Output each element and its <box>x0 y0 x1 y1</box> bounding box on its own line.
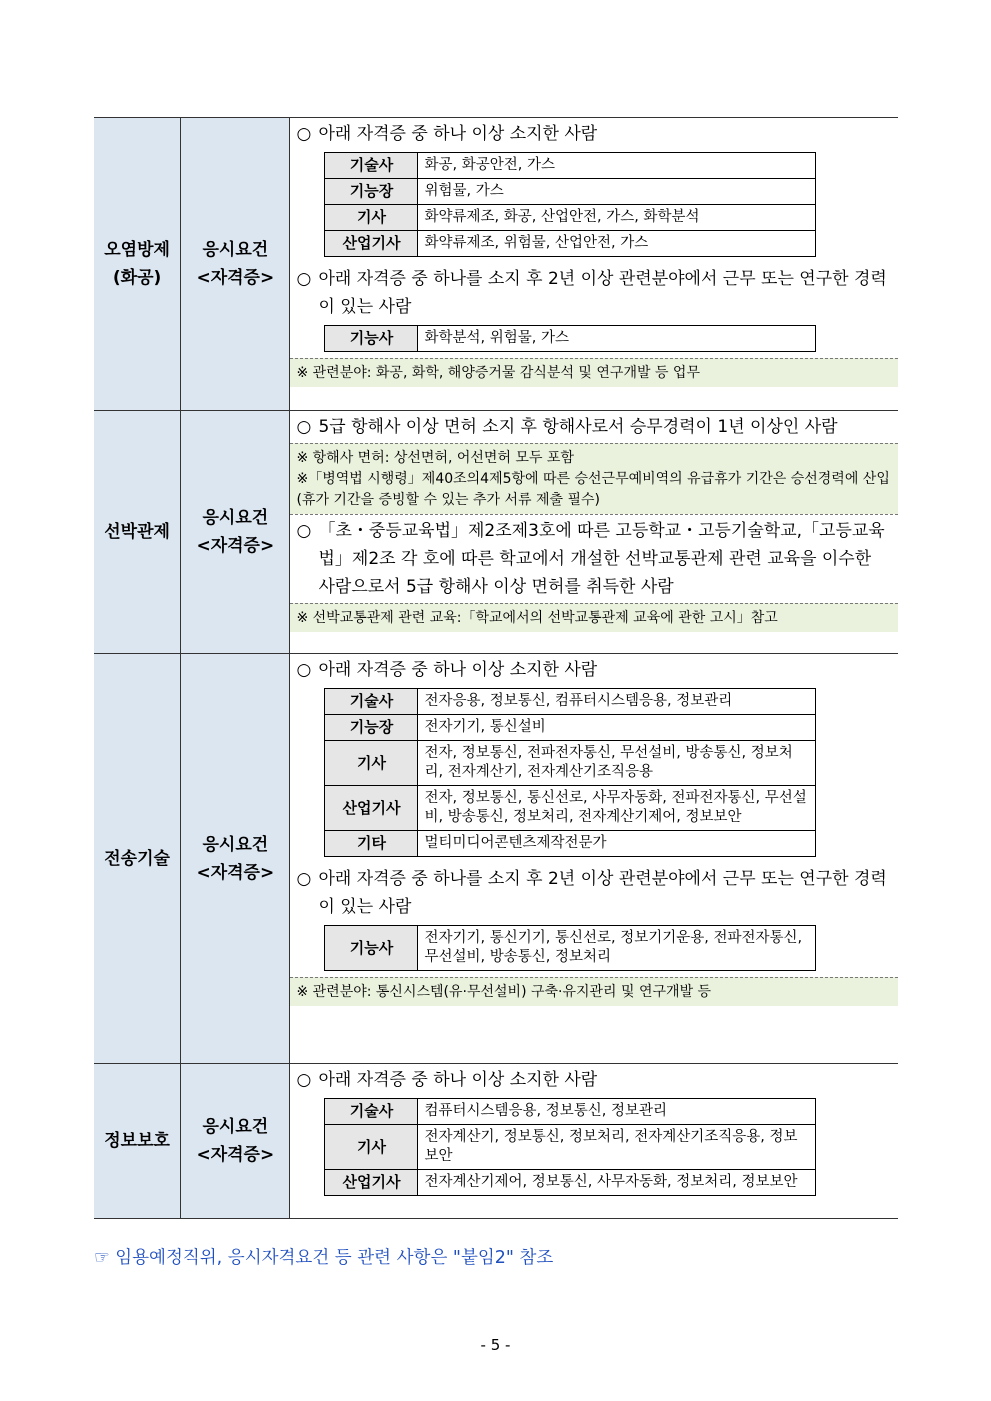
requirement-sublabel: <자격증> <box>196 1145 275 1165</box>
requirement-label: 응시요건 <box>202 1117 269 1137</box>
requirement-sublabel: <자격증> <box>196 862 275 883</box>
table-row: 산업기사 전자계산기제어, 정보통신, 사무자동화, 정보처리, 정보보안 <box>325 1170 816 1196</box>
certificate-table <box>324 688 816 857</box>
bullet-item: ○ 아래 자격증 중 하나를 소지 후 2년 이상 관련분야에서 근무 또는 연구한 경력이 있는 사람 <box>296 869 887 917</box>
note: ※ 관련분야: 통신시스템(유·무선설비) 구축·유지관리 및 연구개발 등 <box>290 977 898 1006</box>
table-row: 기술사 화공, 화공안전, 가스 <box>325 153 816 179</box>
category-label: 정보보호 <box>104 1131 170 1151</box>
requirement-cell <box>181 118 290 411</box>
table-row: 기타 멀티미디어콘텐츠제작전문가 <box>325 831 816 857</box>
requirement-cell <box>181 411 290 654</box>
requirement-cell <box>181 654 290 1064</box>
requirements-table <box>94 117 898 1219</box>
detail-cell <box>290 118 898 411</box>
table-row: 기술사 전자응용, 정보통신, 컴퓨터시스템응용, 정보관리 <box>325 689 816 715</box>
category-label: 오염방제 <box>104 240 170 260</box>
category-sublabel: (화공) <box>112 268 162 288</box>
table-row: 기사 화약류제조, 화공, 산업안전, 가스, 화학분석 <box>325 205 816 231</box>
category-label: 선박관제 <box>104 522 170 542</box>
category-cell <box>94 1064 181 1219</box>
table-row <box>94 654 898 1064</box>
table-row <box>94 411 898 654</box>
table-row: 산업기사 전자, 정보통신, 통신선로, 사무자동화, 전파전자통신, 무선설비, 방송통신, 정보처리, 전자계산기제어, 정보보안 <box>325 786 816 831</box>
table-row: 기술사 컴퓨터시스템응용, 정보통신, 정보관리 <box>325 1099 816 1125</box>
table-row: 기능사 전자기기, 통신기기, 통신선로, 정보기기운용, 전파전자통신, 무선설비, 방송통신, 정보처리 <box>325 926 816 971</box>
category-label: 전송기술 <box>104 848 170 869</box>
table-row <box>94 118 898 411</box>
requirement-cell <box>181 1064 290 1219</box>
note: ※ 관련분야: 화공, 화학, 해양증거물 감식분석 및 연구개발 등 업무 <box>290 358 898 387</box>
certificate-table <box>324 325 816 352</box>
requirement-label: 응시요건 <box>202 834 269 855</box>
bullet-item: ○ 5급 항해사 이상 면허 소지 후 항해사로서 승무경력이 1년 이상인 사람 <box>296 417 838 437</box>
detail-cell <box>290 654 898 1064</box>
table-row: 산업기사 화약류제조, 위험물, 산업안전, 가스 <box>325 231 816 257</box>
category-cell <box>94 411 181 654</box>
table-row: 기능사 화학분석, 위험물, 가스 <box>325 326 816 352</box>
bullet-item: ○ 아래 자격증 중 하나 이상 소지한 사람 <box>296 124 598 144</box>
table-row: 기능장 위험물, 가스 <box>325 179 816 205</box>
table-row: 기능장 전자기기, 통신설비 <box>325 715 816 741</box>
table-row <box>94 1064 898 1219</box>
detail-cell <box>290 1064 898 1219</box>
bullet-item: ○ 아래 자격증 중 하나 이상 소지한 사람 <box>296 1070 598 1090</box>
bullet-item: ○ 「초・중등교육법」제2조제3호에 따른 고등학교・고등기술학교,「고등교육법」제2조 각 호에 따른 학교에서 개설한 선박교통관제 관련 교육을 이수한 사람으로서 5급 항해사 이상 면허를 취득한 사람 <box>290 514 898 603</box>
certificate-table <box>324 1098 816 1196</box>
detail-cell <box>290 411 898 654</box>
table-row: 기사 전자, 정보통신, 전파전자통신, 무선설비, 방송통신, 정보처리, 전자계산기, 전자계산기조직응용 <box>325 741 816 786</box>
requirement-label: 응시요건 <box>202 508 269 528</box>
category-cell <box>94 654 181 1064</box>
category-cell <box>94 118 181 411</box>
requirement-sublabel: <자격증> <box>196 268 275 288</box>
page-number: - 5 - <box>480 1336 511 1354</box>
bullet-item: ○ 아래 자격증 중 하나를 소지 후 2년 이상 관련분야에서 근무 또는 연구한 경력이 있는 사람 <box>296 269 887 317</box>
note: ※ 선박교통관제 관련 교육:「학교에서의 선박교통관제 교육에 관한 고시」참고 <box>290 603 898 632</box>
table-row: 기사 전자계산기, 정보통신, 정보처리, 전자계산기조직응용, 정보보안 <box>325 1125 816 1170</box>
certificate-table <box>324 152 816 257</box>
bullet-item: ○ 아래 자격증 중 하나 이상 소지한 사람 <box>296 660 598 680</box>
requirement-sublabel: <자격증> <box>196 536 275 556</box>
requirement-label: 응시요건 <box>202 240 269 260</box>
note: ※ 항해사 면허: 상선면허, 어선면허 모두 포함 ※「병역법 시행령」제40조의4제5항에 따른 승선근무예비역의 유급휴가 기간은 승선경력에 산입(휴가 기간을 증빙할 수 있는 추가 서류 제출 필수) <box>290 443 898 514</box>
footer-reference-note: ☞ 임용예정직위, 응시자격요건 등 관련 사항은 "붙임2" 참조 <box>94 1248 554 1268</box>
certificate-table <box>324 925 816 971</box>
